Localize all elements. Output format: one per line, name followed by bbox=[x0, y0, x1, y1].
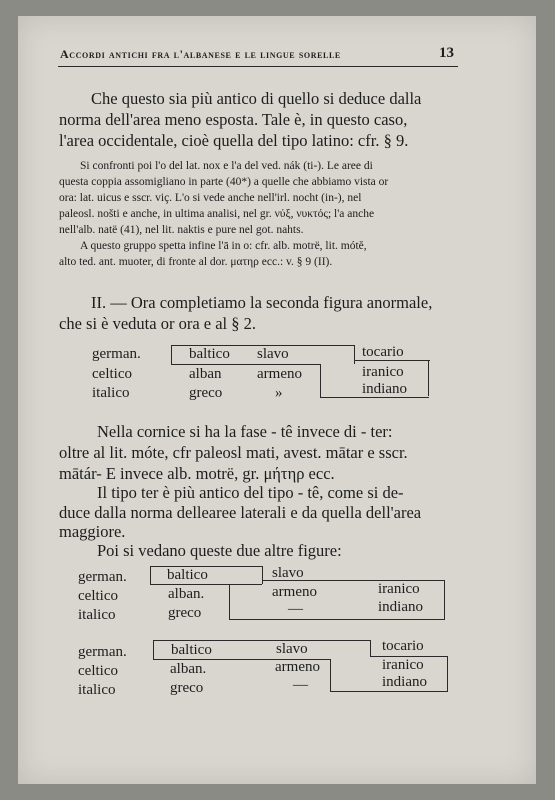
cell-label: alban bbox=[189, 366, 222, 382]
cell-label: tocario bbox=[382, 638, 424, 654]
note-line: nell'alb. natë (41), nel lit. naktis e pure nel got. nahts. bbox=[59, 224, 304, 236]
note-line: Si confronti poi l'o del lat. nox e l'a del ved. nák (ti-). Le aree di bbox=[80, 160, 373, 172]
note-line: ora: lat. uicus e sscr. viç. L'o si vede anche nell'irl. nocht (in-), nel bbox=[59, 192, 362, 204]
paragraph-line: maggiore. bbox=[59, 522, 126, 541]
row-label: german. bbox=[78, 569, 127, 585]
cell-label: baltico bbox=[171, 642, 212, 658]
cell-label: indiano bbox=[378, 599, 423, 615]
cell-label: » bbox=[275, 385, 283, 401]
cell-label: alban. bbox=[168, 586, 205, 602]
row-label: italico bbox=[92, 385, 130, 401]
cell-label: iranico bbox=[378, 581, 420, 597]
running-header: Accordi antichi fra l'albanese e le lingue sorelle bbox=[60, 47, 341, 61]
cell-label: tocario bbox=[362, 344, 404, 360]
cell-label: armeno bbox=[272, 584, 317, 600]
cell-label: armeno bbox=[257, 366, 302, 382]
paragraph-line: duce dalla norma dellearee laterali e da quella dell'area bbox=[59, 503, 422, 522]
row-label: celtico bbox=[78, 663, 118, 679]
row-label: german. bbox=[92, 346, 141, 362]
cell-label: greco bbox=[170, 680, 204, 696]
paragraph-line: norma dell'area meno esposta. Tale è, in questo caso, bbox=[59, 110, 408, 129]
row-label: italico bbox=[78, 682, 116, 698]
cell-label: armeno bbox=[275, 659, 320, 675]
paragraph-line: Il tipo ter è più antico del tipo - tê, come si de- bbox=[97, 483, 404, 502]
paragraph-line: l'area occidentale, cioè quella del tipo latino: cfr. § 9. bbox=[59, 131, 409, 150]
row-label: celtico bbox=[78, 588, 118, 604]
header-rule bbox=[58, 66, 458, 67]
cell-label: — bbox=[293, 677, 308, 693]
row-label: celtico bbox=[92, 366, 132, 382]
paragraph-line: Nella cornice si ha la fase - tê invece di - ter: bbox=[97, 422, 393, 441]
paragraph-line: mātár- E invece alb. motrë, gr. μήτηρ ecc. bbox=[59, 464, 335, 483]
note-line: A questo gruppo spetta infine l'ā in o: cfr. alb. motrë, lit. mótĕ, bbox=[80, 240, 367, 252]
cell-label: iranico bbox=[362, 364, 404, 380]
cell-label: iranico bbox=[382, 657, 424, 673]
paragraph-line: Che questo sia più antico di quello si deduce dalla bbox=[91, 89, 422, 108]
cell-label: slavo bbox=[272, 565, 304, 581]
cell-label: alban. bbox=[170, 661, 207, 677]
cell-label: indiano bbox=[362, 381, 407, 397]
row-label: german. bbox=[78, 644, 127, 660]
note-line: paleosl. nošti e anche, in ultima analisi, nel gr. νύξ, νυκτός; l'a anche bbox=[59, 208, 375, 220]
note-line: alto ted. ant. muoter, di fronte al dor. ματηρ ecc.: v. § 9 (II). bbox=[59, 256, 333, 268]
paragraph-line: Poi si vedano queste due altre figure: bbox=[97, 541, 342, 560]
cell-label: greco bbox=[168, 605, 202, 621]
page-number: 13 bbox=[439, 45, 454, 61]
cell-label: baltico bbox=[189, 346, 230, 362]
note-line: questa coppia assomigliano in parte (40*) a quelle che abbiamo vista or bbox=[59, 176, 389, 188]
section-heading-line: II. — Ora completiamo la seconda figura anormale, bbox=[91, 293, 433, 312]
section-heading-line: che si è veduta or ora e al § 2. bbox=[59, 314, 257, 333]
paragraph-line: oltre al lit. móte, cfr paleosl mati, avest. mātar e sscr. bbox=[59, 443, 408, 462]
cell-label: baltico bbox=[167, 567, 208, 583]
cell-label: slavo bbox=[276, 641, 308, 657]
row-label: italico bbox=[78, 607, 116, 623]
cell-label: greco bbox=[189, 385, 223, 401]
cell-label: — bbox=[288, 601, 303, 617]
cell-label: indiano bbox=[382, 674, 427, 690]
cell-label: slavo bbox=[257, 346, 289, 362]
